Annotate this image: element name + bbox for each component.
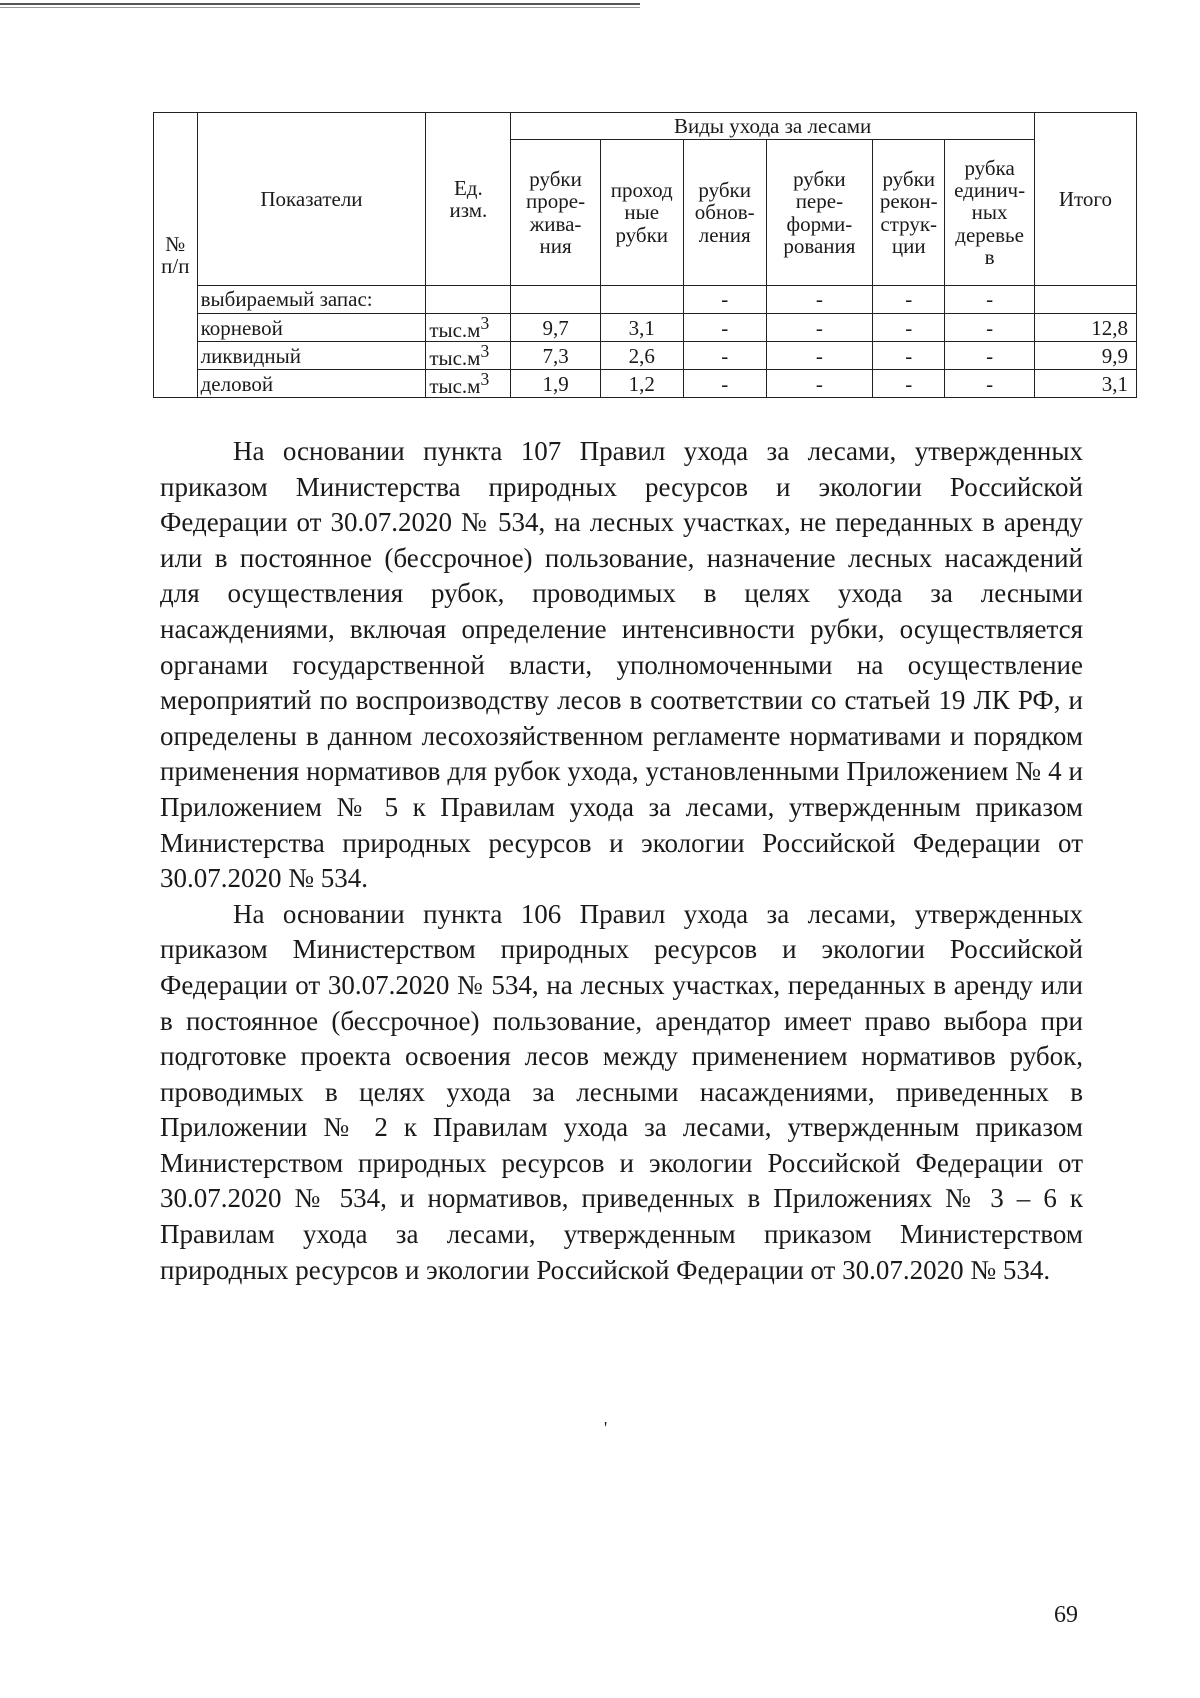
unit-text: тыс.м <box>429 374 481 399</box>
cell: - <box>873 286 945 314</box>
cell <box>600 286 683 314</box>
row-total: 9,9 <box>1034 342 1136 370</box>
document-body <box>160 434 1083 1288</box>
scan-top-line <box>0 3 640 5</box>
unit-text: тыс.м <box>429 318 481 342</box>
cell: - <box>766 370 872 398</box>
table-row <box>154 286 1137 314</box>
unit-text: тыс.м <box>429 346 481 371</box>
row-total: 12,8 <box>1034 314 1136 342</box>
row-label: ликвидный <box>197 342 426 370</box>
cell: - <box>945 314 1034 342</box>
header-number: № п/п <box>154 113 198 398</box>
cell: - <box>873 342 945 370</box>
row-label: выбираемый запас: <box>197 286 426 314</box>
scan-top-line-secondary <box>0 7 640 8</box>
table-row <box>154 370 1137 398</box>
header-type: рубки пере- форми- рования <box>766 140 872 286</box>
cell: 2,6 <box>600 342 683 370</box>
table-row <box>154 314 1137 342</box>
table-header-row-1 <box>154 113 1137 140</box>
row-label: деловой <box>197 370 426 398</box>
cell <box>511 286 600 314</box>
table-row <box>154 342 1137 370</box>
cell: 1,2 <box>600 370 683 398</box>
cell: - <box>873 370 945 398</box>
paragraph: На основании пункта 106 Правил ухода за лесами, утвержденных приказом Министерством природных ресурсов и экологии Российской Федерации от 30.07.2020 № 534, на лесных участках, переданных в аренду или в постоянное (бессрочное) пользование, арендатор имеет право выбора при подготовке проекта освоения лесов между применением нормативов рубок, проводимых в целях ухода за лесными насаждениями, приведенных в Приложении № 2 к Правилам ухода за лесами, утвержденным приказом Министерством природных ресурсов и экологии Российской Федерации от 30.07.2020 № 534, и нормативов, приведенных в Приложениях № 3 – 6 к Правилам ухода за лесами, утвержденным приказом Министерством природных ресурсов и экологии Российской Федерации от 30.07.2020 № 534. <box>160 898 1083 1285</box>
cell: - <box>766 286 872 314</box>
header-type: рубки рекон- струк- ции <box>873 140 945 286</box>
header-type: проход ные рубки <box>600 140 683 286</box>
header-type: рубка единич- ных деревье в <box>945 140 1034 286</box>
stray-mark: ' <box>604 1418 608 1438</box>
cell: - <box>683 286 766 314</box>
header-total: Итого <box>1034 113 1136 286</box>
cell: - <box>873 314 945 342</box>
cell: 1,9 <box>511 370 600 398</box>
cell: 7,3 <box>511 342 600 370</box>
cell: - <box>945 370 1034 398</box>
unit-sup: 3 <box>480 369 490 390</box>
row-unit <box>426 314 511 342</box>
header-type: рубки обнов- ления <box>683 140 766 286</box>
cell: - <box>945 342 1034 370</box>
cell: 9,7 <box>511 314 600 342</box>
page-number: 69 <box>1054 1602 1078 1628</box>
header-care-types: Виды ухода за лесами <box>511 113 1034 140</box>
cell: - <box>683 370 766 398</box>
cell: - <box>945 286 1034 314</box>
cell: - <box>683 342 766 370</box>
unit-sup: 3 <box>480 313 490 333</box>
row-total <box>1034 286 1136 314</box>
row-total: 3,1 <box>1034 370 1136 398</box>
unit-sup: 3 <box>480 341 490 362</box>
header-indicator: Показатели <box>197 113 426 286</box>
cell: - <box>683 314 766 342</box>
cell: - <box>766 314 872 342</box>
row-label: корневой <box>197 314 426 342</box>
row-unit <box>426 370 511 398</box>
row-unit <box>426 342 511 370</box>
header-type: рубки проре- жива- ния <box>511 140 600 286</box>
paragraph: На основании пункта 107 Правил ухода за лесами, утвержденных приказом Министерства природных ресурсов и экологии Российской Федерации от 30.07.2020 № 534, на лесных участках, не переданных в аренду или в постоянное (бессрочное) пользование, назначение лесных насаждений для осуществления рубок, проводимых в целях ухода за лесными насаждениями, включая определение интенсивности рубки, осуществляется органами государственной власти, уполномоченными на осуществление мероприятий по воспроизводству лесов в соответствии со статьей 19 ЛК РФ, и определены в данном лесохозяйственном регламенте нормативами и порядком применения нормативов для рубок ухода, установленными Приложением № 4 и Приложением № 5 к Правилам ухода за лесами, утвержденным приказом Министерства природных ресурсов и экологии Российской Федерации от 30.07.2020 № 534. <box>160 436 1083 894</box>
cell: - <box>766 342 872 370</box>
forest-care-table <box>153 112 1137 398</box>
row-unit <box>426 286 511 314</box>
header-unit: Ед. изм. <box>426 113 511 286</box>
cell: 3,1 <box>600 314 683 342</box>
